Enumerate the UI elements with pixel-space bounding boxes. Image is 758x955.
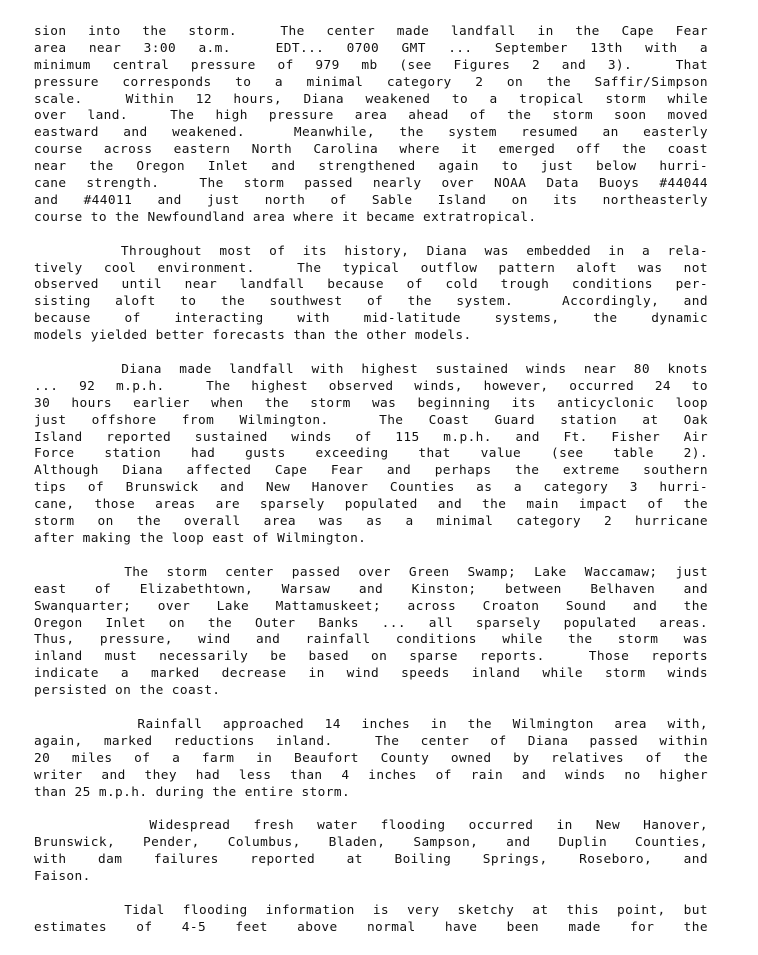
text-line: The storm center passed over Green Swamp; Lake Waccamaw; just (34, 564, 708, 580)
document-page (34, 24, 708, 954)
text-line: Although Diana affected Cape Fear and perhaps the extreme southern (34, 463, 708, 479)
text-line: Island reported sustained winds of 115 m.p.h. and Ft. Fisher Air (34, 429, 708, 445)
paragraph-tidal (34, 903, 708, 937)
paragraph-rainfall (34, 717, 708, 801)
text-line: pressure corresponds to a minimal category 2 on the Saffir/Simpson (34, 74, 708, 90)
text-line: Oregon Inlet on the Outer Banks ... all sparsely populated areas. (34, 615, 708, 631)
text-line: Tidal flooding information is very sketchy at this point, but (34, 902, 708, 918)
paragraph-track (34, 565, 708, 700)
paragraph-environment (34, 244, 708, 345)
paragraph-winds (34, 362, 708, 548)
text-line: course to the Newfoundland area where it became extratropical. (34, 209, 537, 225)
text-line: 20 miles of a farm in Beaufort County owned by relatives of the (34, 750, 708, 766)
text-line: storm on the overall area was as a minimal category 2 hurricane (34, 514, 708, 530)
text-line: Swanquarter; over Lake Mattamuskeet; across Croaton Sound and the (34, 598, 708, 614)
text-line: indicate a marked decrease in wind speeds inland while storm winds (34, 666, 708, 682)
text-line: sisting aloft to the southwest of the system. Accordingly, and (34, 294, 708, 310)
text-line: Diana made landfall with highest sustained winds near 80 knots (34, 362, 708, 378)
text-line: Thus, pressure, wind and rainfall conditions while the storm was (34, 632, 708, 648)
text-line: near the Oregon Inlet and strengthened again to just below hurri- (34, 159, 708, 175)
text-line: Rainfall approached 14 inches in the Wilmington area with, (34, 716, 708, 732)
text-line: persisted on the coast. (34, 683, 221, 699)
paragraph-flooding (34, 818, 708, 886)
text-line: with dam failures reported at Boiling Springs, Roseboro, and (34, 852, 708, 868)
text-line: models yielded better forecasts than the other models. (34, 328, 472, 344)
text-line: east of Elizabethtown, Warsaw and Kinston; between Belhaven and (34, 581, 708, 597)
text-line: Brunswick, Pender, Columbus, Bladen, Sampson, and Duplin Counties, (34, 835, 708, 851)
text-line: area near 3:00 a.m. EDT... 0700 GMT ... September 13th with a (34, 40, 708, 56)
text-line: Faison. (34, 869, 91, 885)
text-line: course across eastern North Carolina where it emerged off the coast (34, 142, 708, 158)
text-line: minimum central pressure of 979 mb (see Figures 2 and 3). That (34, 57, 708, 73)
text-line: again, marked reductions inland. The center of Diana passed within (34, 733, 708, 749)
paragraph-landfall (34, 24, 708, 227)
text-line: eastward and weakened. Meanwhile, the system resumed an easterly (34, 125, 708, 141)
text-line: and #44011 and just north of Sable Island on its northeasterly (34, 192, 708, 208)
text-line: because of interacting with mid-latitude systems, the dynamic (34, 311, 708, 327)
text-line: over land. The high pressure area ahead of the storm soon moved (34, 108, 708, 124)
text-line: 30 hours earlier when the storm was beginning its anticyclonic loop (34, 395, 708, 411)
text-line: tively cool environment. The typical outflow pattern aloft was not (34, 260, 708, 276)
text-line: Throughout most of its history, Diana was embedded in a rela- (34, 243, 708, 259)
text-line: Force station had gusts exceeding that value (see table 2). (34, 446, 708, 462)
text-line: Widespread fresh water flooding occurred in New Hanover, (34, 818, 708, 834)
text-line: than 25 m.p.h. during the entire storm. (34, 784, 351, 800)
text-line: ... 92 m.p.h. The highest observed winds, however, occurred 24 to (34, 378, 708, 394)
text-line: observed until near landfall because of cold trough conditions per- (34, 277, 708, 293)
text-line: inland must necessarily be based on sparse reports. Those reports (34, 649, 708, 665)
text-line: cane strength. The storm passed nearly over NOAA Data Buoys #44044 (34, 176, 708, 192)
text-line: after making the loop east of Wilmington. (34, 530, 367, 546)
text-line: estimates of 4-5 feet above normal have been made for the (34, 919, 708, 935)
text-line: tips of Brunswick and New Hanover Counties as a category 3 hurri- (34, 480, 708, 496)
text-line: writer and they had less than 4 inches of rain and winds no higher (34, 767, 708, 783)
text-line: cane, those areas are sparsely populated and the main impact of the (34, 497, 708, 513)
text-line: just offshore from Wilmington. The Coast Guard station at Oak (34, 412, 708, 428)
text-line: sion into the storm. The center made landfall in the Cape Fear (34, 24, 708, 39)
text-line: scale. Within 12 hours, Diana weakened to a tropical storm while (34, 91, 708, 107)
